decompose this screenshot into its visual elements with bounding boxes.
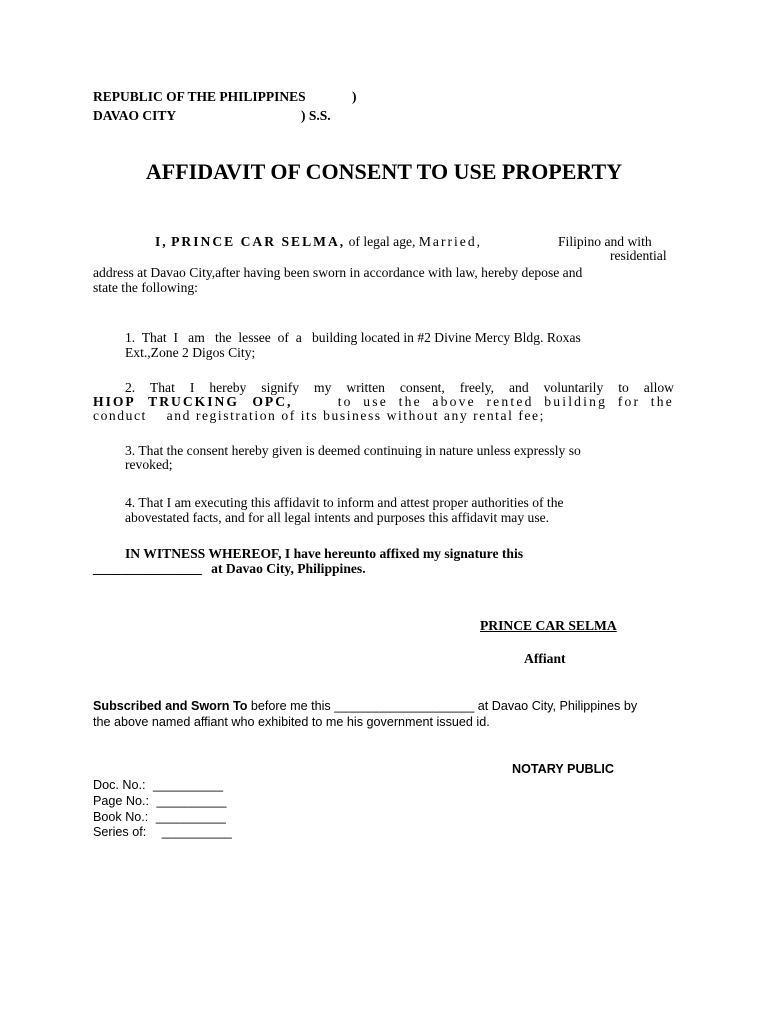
- item-2-line-3: conduct and registration of its business without any rental fee;: [93, 408, 545, 423]
- venue-paren: ): [352, 89, 357, 104]
- page-no-blank: __________: [156, 794, 227, 808]
- document-title: AFFIDAVIT OF CONSENT TO USE PROPERTY: [145, 159, 623, 184]
- jurat-line-2: the above named affiant who exhibited to me his government issued id.: [93, 715, 490, 729]
- jurat-line-1: [93, 699, 637, 713]
- book-no: Book No.: __________: [93, 810, 226, 824]
- item-2-line-1: 2. That I hereby signify my written consent, freely, and voluntarily to allow: [125, 380, 674, 395]
- witness-line-2: [93, 562, 366, 577]
- page-no: Page No.: __________: [93, 794, 227, 808]
- intro-line-3: address at Davao City,after having been sworn in accordance with law, hereby depose and: [93, 265, 583, 280]
- jurat-text: before me this ____________________ at Davao City, Philippines by: [250, 699, 638, 713]
- doc-no: Doc. No.: __________: [93, 778, 224, 792]
- witness-place: at Davao City, Philippines.: [211, 561, 366, 576]
- intro-line-1: [155, 235, 482, 250]
- venue-city: DAVAO CITY: [93, 108, 177, 123]
- intro-line-2: residential: [610, 248, 667, 263]
- jurat-bold: Subscribed and Sworn To: [93, 699, 248, 713]
- series-of: Series of: __________: [93, 825, 232, 839]
- intro-text-2: Filipino and with: [558, 234, 652, 249]
- item-4-line-2: abovestated facts, and for all legal intents and purposes this affidavit may use.: [125, 510, 550, 525]
- company-name: HIOP TRUCKING OPC,: [93, 394, 293, 409]
- affiant-signature-name: PRINCE CAR SELMA: [480, 618, 617, 633]
- intro-text-1: of legal age,: [348, 234, 416, 249]
- item-2-text: to use the above rented building for the: [337, 394, 674, 409]
- item-4-line-1: 4. That I am executing this affidavit to inform and attest proper authorities of the: [125, 495, 564, 510]
- book-no-blank: __________: [155, 810, 226, 824]
- venue-republic: REPUBLIC OF THE PHILIPPINES: [93, 89, 306, 104]
- intro-line-4: state the following:: [93, 280, 198, 295]
- venue-ss: ) S.S.: [301, 108, 331, 123]
- item-3-line-1: 3. That the consent hereby given is deemed continuing in nature unless expressly so: [125, 443, 581, 458]
- notary-public-label: NOTARY PUBLIC: [512, 762, 614, 776]
- intro-status: Married,: [418, 234, 483, 249]
- series-of-blank: __________: [161, 825, 232, 839]
- witness-line-1: IN WITNESS WHEREOF, I have hereunto affixed my signature this: [125, 546, 524, 561]
- affiant-label: Affiant: [524, 651, 566, 666]
- item-3-line-2: revoked;: [125, 457, 173, 472]
- witness-date-blank: ________________: [93, 561, 202, 576]
- item-1-line-1: 1. That I am the lessee of a building located in #2 Divine Mercy Bldg. Roxas: [125, 330, 581, 345]
- intro-pronoun: I,: [155, 234, 168, 249]
- item-1-line-2: Ext.,Zone 2 Digos City;: [125, 345, 256, 360]
- doc-no-blank: __________: [153, 778, 224, 792]
- affiant-name-inline: PRINCE CAR SELMA,: [171, 234, 346, 249]
